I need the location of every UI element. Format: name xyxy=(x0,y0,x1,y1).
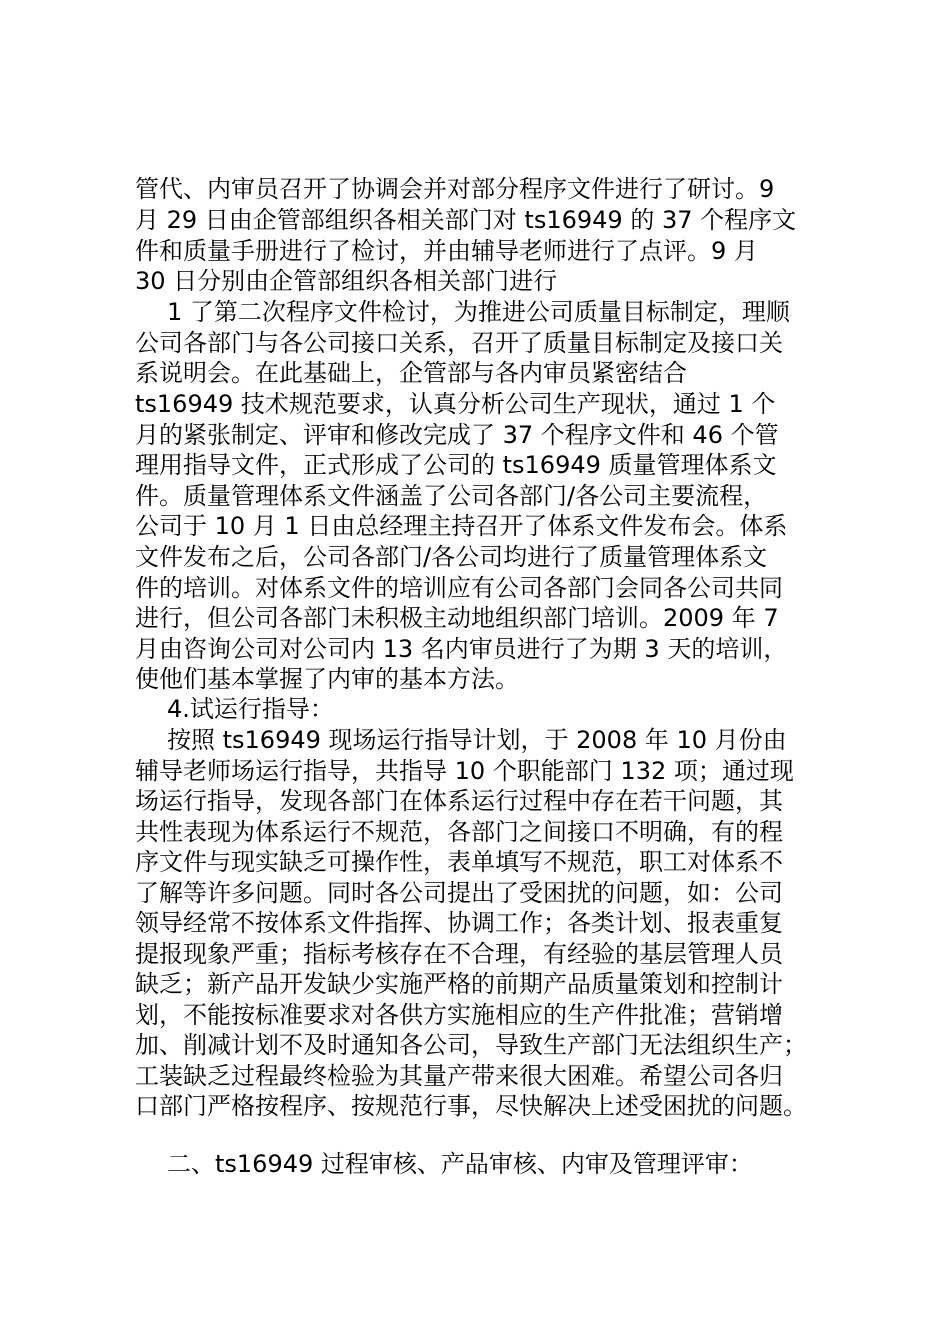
text-line: 月的紧张制定、评审和修改完成了 37 个程序文件和 46 个管 xyxy=(135,421,779,449)
text-line: 工装缺乏过程最终检验为其量产带来很大困难。希望公司各归 xyxy=(135,1062,783,1090)
text-line: 划，不能按标准要求对各供方实施相应的生产件批准；营销增 xyxy=(135,1001,783,1029)
text-line: 提报现象严重；指标考核存在不合理，有经验的基层管理人员 xyxy=(135,940,783,968)
text-line: 件和质量手册进行了检讨，并由辅导老师进行了点评。9 月 xyxy=(135,237,758,265)
text-line: 公司各部门与各公司接口关系，召开了质量目标制定及接口关 xyxy=(135,329,783,357)
text-line: 领导经常不按体系文件指挥、协调工作；各类计划、报表重复 xyxy=(135,909,783,937)
text-line: 辅导老师场运行指导，共指导 10 个职能部门 132 项；通过现 xyxy=(135,757,794,785)
text-line: ts16949 技术规范要求，认真分析公司生产现状，通过 1 个 xyxy=(135,390,776,418)
text-line: 序文件与现实缺乏可操作性，表单填写不规范，职工对体系不 xyxy=(135,848,783,876)
text-line: 了解等许多问题。同时各公司提出了受困扰的问题，如：公司 xyxy=(135,879,783,907)
text-line: 件的培训。对体系文件的培训应有公司各部门会同各公司共同 xyxy=(135,574,783,602)
subheading-trial-run-guidance: 4.试运行指导： xyxy=(167,695,334,723)
text-line: 理用指导文件，正式形成了公司的 ts16949 质量管理体系文 xyxy=(135,451,777,479)
text-line: 文件发布之后，公司各部门/各公司均进行了质量管理体系文 xyxy=(135,543,768,571)
text-line: 1 了第二次程序文件检讨，为推进公司质量目标制定，理顺 xyxy=(167,298,790,326)
text-line: 按照 ts16949 现场运行指导计划，于 2008 年 10 月份由 xyxy=(167,726,787,754)
text-line: 月 29 日由企管部组织各相关部门对 ts16949 的 37 个程序文 xyxy=(135,206,797,234)
text-line: 加、削减计划不及时通知各公司，导致生产部门无法组织生产； xyxy=(135,1031,807,1059)
text-line: 系说明会。在此基础上，企管部与各内审员紧密结合 xyxy=(135,359,687,387)
text-line: 30 日分别由企管部组织各相关部门进行 xyxy=(135,267,558,295)
text-line: 管代、内审员召开了协调会并对部分程序文件进行了研讨。9 xyxy=(135,175,775,203)
text-line: 件。质量管理体系文件涵盖了公司各部门/各公司主要流程， xyxy=(135,482,768,510)
text-line: 进行，但公司各部门未积极主动地组织部门培训。2009 年 7 xyxy=(135,604,779,632)
text-line: 公司于 10 月 1 日由总经理主持召开了体系文件发布会。体系 xyxy=(135,512,788,540)
text-line: 场运行指导，发现各部门在体系运行过程中存在若干问题，其 xyxy=(135,787,783,815)
section-heading: 二、ts16949 过程审核、产品审核、内审及管理评审： xyxy=(167,1150,753,1178)
text-line: 使他们基本掌握了内审的基本方法。 xyxy=(135,665,519,693)
text-line: 共性表现为体系运行不规范，各部门之间接口不明确，有的程 xyxy=(135,818,783,846)
text-line: 缺乏；新产品开发缺少实施严格的前期产品质量策划和控制计 xyxy=(135,970,783,998)
text-line: 月由咨询公司对公司内 13 名内审员进行了为期 3 天的培训， xyxy=(135,635,788,663)
text-line: 口部门严格按程序、按规范行事，尽快解决上述受困扰的问题。 xyxy=(135,1092,807,1120)
